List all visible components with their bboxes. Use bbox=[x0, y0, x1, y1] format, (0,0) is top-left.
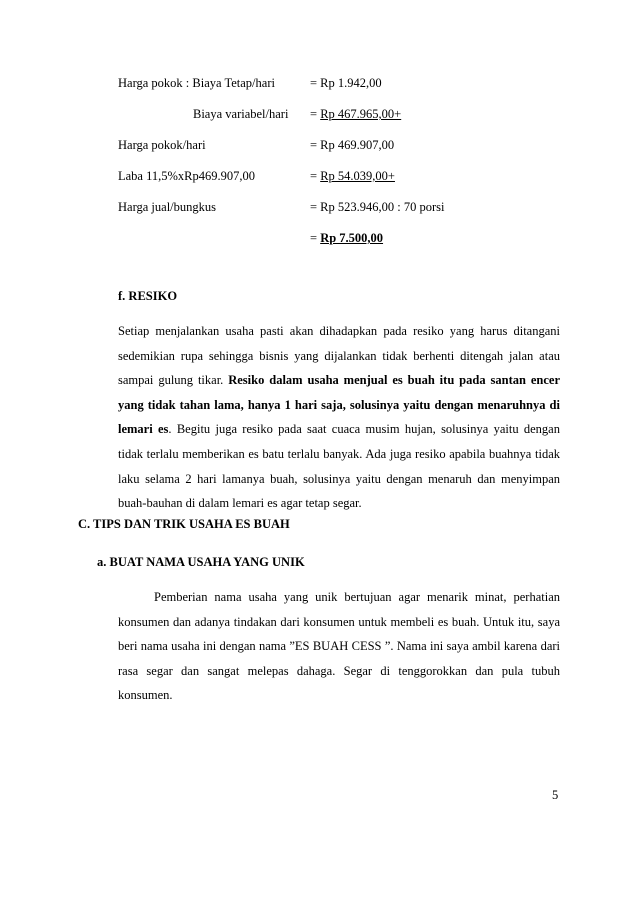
calc-value: = Rp 1.942,00 bbox=[310, 76, 382, 90]
resiko-paragraph: Setiap menjalankan usaha pasti akan dihadapkan pada resiko yang harus ditangani sedemikian rupa sehingga bisnis yang dijalankan tidak berhenti ditengah jalan atau sampai gulung tikar. Resiko dalam usaha menjual es buah itu pada santan encer yang tidak tahan lama, hanya 1 hari saja, solusinya yaitu dengan menaruhnya di lemari es. Begitu juga resiko pada saat cuaca musim hujan, solusinya yaitu dengan tidak terlalu memberikan es batu terlalu banyak. Ada juga resiko apabila buahnya tidak laku selama 2 hari lamanya buah, solusinya yaitu dengan menaruh dan menyimpan buah-bauhan di dalam lemari es agar tetap segar. bbox=[118, 324, 560, 511]
calc-label: Biaya variabel/hari bbox=[193, 107, 289, 121]
calc-label: Harga pokok/hari bbox=[118, 138, 206, 152]
calc-label: Laba 11,5%xRp469.907,00 bbox=[118, 169, 256, 183]
section-heading-tips: C. TIPS DAN TRIK USAHA ES BUAH bbox=[78, 517, 290, 531]
nama-usaha-paragraph: Pemberian nama usaha yang unik bertujuan agar menarik minat, perhatian konsumen dan adanya tindakan dari konsumen untuk membeli es buah. Untuk itu, saya beri nama usaha ini dengan nama ”ES BUAH CESS ”. Nama ini saya ambil karena dari rasa segar dan sangat melepas dahaga. Segar di tenggorokkan dan pula tubuh konsumen. bbox=[118, 590, 560, 703]
calc-value: = Rp 7.500,00 bbox=[310, 231, 384, 245]
section-heading-resiko: f. RESIKO bbox=[118, 289, 178, 303]
calc-value: = Rp 469.907,00 bbox=[310, 138, 395, 152]
calc-label: Harga pokok : Biaya Tetap/hari bbox=[118, 76, 275, 90]
calc-value: = Rp 523.946,00 : 70 porsi bbox=[310, 200, 445, 214]
page-number: 5 bbox=[552, 788, 559, 802]
calc-label: Harga jual/bungkus bbox=[118, 200, 217, 214]
calc-value: = Rp 467.965,00+ bbox=[310, 107, 402, 121]
calc-value: = Rp 54.039,00+ bbox=[310, 169, 395, 183]
sub-heading-nama-usaha: a. BUAT NAMA USAHA YANG UNIK bbox=[97, 555, 305, 569]
